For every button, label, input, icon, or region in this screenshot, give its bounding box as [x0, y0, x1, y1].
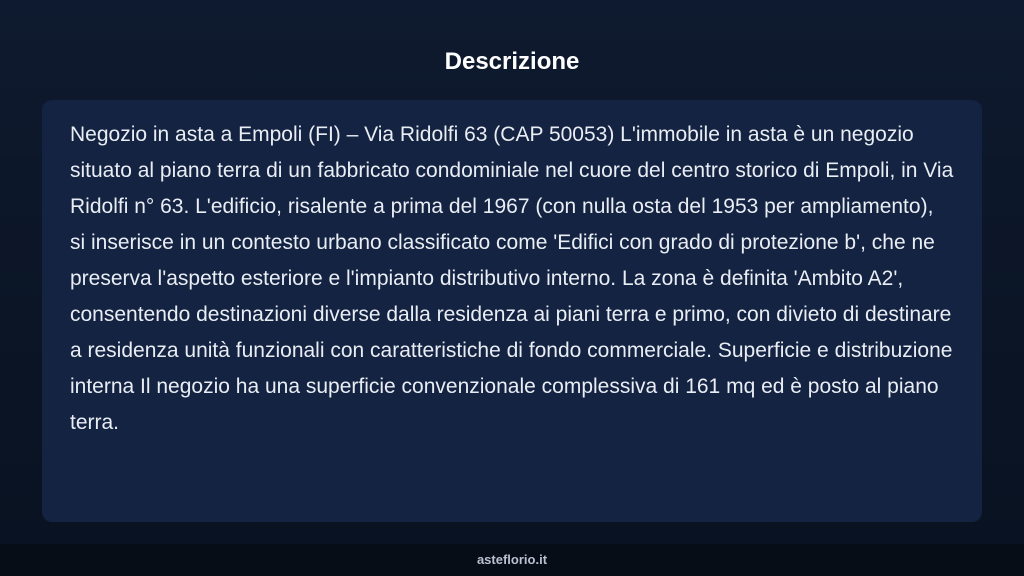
page-title: Descrizione [444, 48, 580, 75]
description-text: Negozio in asta a Empoli (FI) – Via Ridolfi 63 (CAP 50053) L'immobile in asta è un negozio situato al piano terra di un fabbricato condominiale nel cuore del centro storico di Empoli, in Via Ridolfi n° 63. L'edificio, risalente a prima del 1967 (con nulla osta del 1953 per ampliamento), si inserisce in un contesto urbano classificato come 'Edifici con grado di protezione b', che ne preserva l'aspetto esteriore e l'impianto distributivo interno. La zona è definita 'Ambito A2', consentendo destinazioni diverse dalla residenza ai piani terra e primo, con divieto di destinare a residenza unità funzionali con caratteristiche di fondo commerciale. Superficie e distribuzione interna Il negozio ha una superficie convenzionale complessiva di 161 mq ed è posto al piano terra. [70, 123, 954, 434]
footer-bar [0, 544, 1024, 576]
description-card [42, 100, 982, 522]
footer-site-label: asteflorio.it [476, 552, 548, 567]
